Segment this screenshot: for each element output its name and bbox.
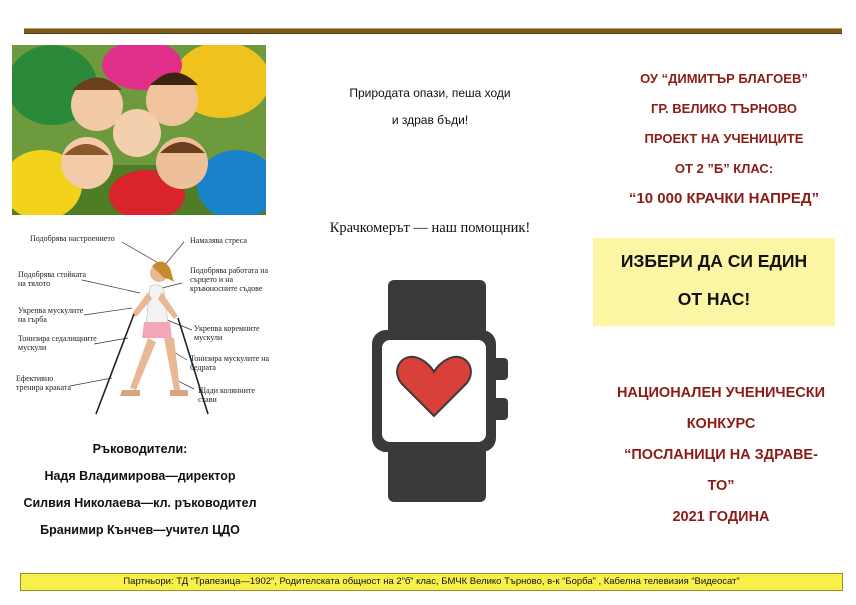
benefit-thighs: Тонизира мускулите на бедрата	[190, 354, 270, 373]
benefit-abs: Укрепва коремните мускули	[194, 324, 260, 343]
contest-line-1: НАЦИОНАЛЕН УЧЕНИЧЕСКИ	[616, 385, 826, 401]
contest-year: 2021 ГОДИНА	[672, 509, 770, 525]
leader-2: Силвия Николаева—кл. ръководител	[23, 496, 257, 510]
contest-line-3: “ПОСЛАНИЦИ НА ЗДРАВЕ-	[624, 447, 818, 463]
smartwatch-heart-icon	[362, 280, 512, 502]
project-title: “10 000 КРАЧКИ НАПРЕД”	[628, 190, 820, 207]
motto-line-2: и здрав бъди!	[391, 113, 469, 127]
contest-line-4: ТО”	[707, 478, 735, 494]
benefit-back: Укрепва мускулите на гърба	[18, 306, 84, 325]
partners-bar: Партньори: ТД “Трапезица—1902”, Родителската общност на 2”б” клас, БМЧК Велико Търново, в-к “Борба” , Кабелна телевизия “Видеосат”	[20, 573, 843, 591]
call-to-action-box	[593, 238, 835, 326]
benefit-legs: Ефективно тренира краката	[16, 374, 71, 393]
benefit-knees: Щади колянните стави	[198, 386, 255, 405]
cta-line-1: ИЗБЕРИ ДА СИ ЕДИН	[620, 251, 808, 271]
class-line: ОТ 2 ”Б” КЛАС:	[674, 161, 774, 176]
cta-line-2: ОТ НАС!	[677, 289, 751, 309]
leader-1: Надя Владимирова—директор	[44, 469, 236, 483]
benefit-posture: Подобрява стойката на тялото	[18, 270, 87, 289]
leader-3: Бранимир Кънчев—учител ЦДО	[40, 523, 240, 537]
top-divider	[24, 28, 842, 34]
motto-line-1: Природата опази, пеша ходи	[349, 86, 511, 100]
benefit-heart: Подобрява работата на сърцето и на кръвоносните съдове	[190, 266, 269, 294]
contest-line-2: КОНКУРС	[686, 416, 756, 432]
school-city: ГР. ВЕЛИКО ТЪРНОВО	[650, 101, 798, 116]
contest-info	[594, 378, 848, 533]
helper-text: Крачкомерът — наш помощник!	[329, 220, 531, 236]
school-name: ОУ “ДИМИТЪР БЛАГОЕВ”	[640, 71, 808, 86]
project-line: ПРОЕКТ НА УЧЕНИЦИТЕ	[644, 131, 804, 146]
leaders-list	[12, 436, 268, 544]
benefit-mood: Подобрява настроението	[30, 234, 115, 243]
motto	[300, 80, 560, 134]
benefit-glutes: Тонизира седалищните мускули	[18, 334, 97, 353]
leaders-title: Ръководители:	[92, 442, 188, 456]
children-photo	[12, 45, 266, 215]
benefit-stress: Намалява стреса	[190, 236, 247, 245]
school-info	[590, 64, 856, 214]
walking-benefits-diagram	[12, 228, 268, 420]
